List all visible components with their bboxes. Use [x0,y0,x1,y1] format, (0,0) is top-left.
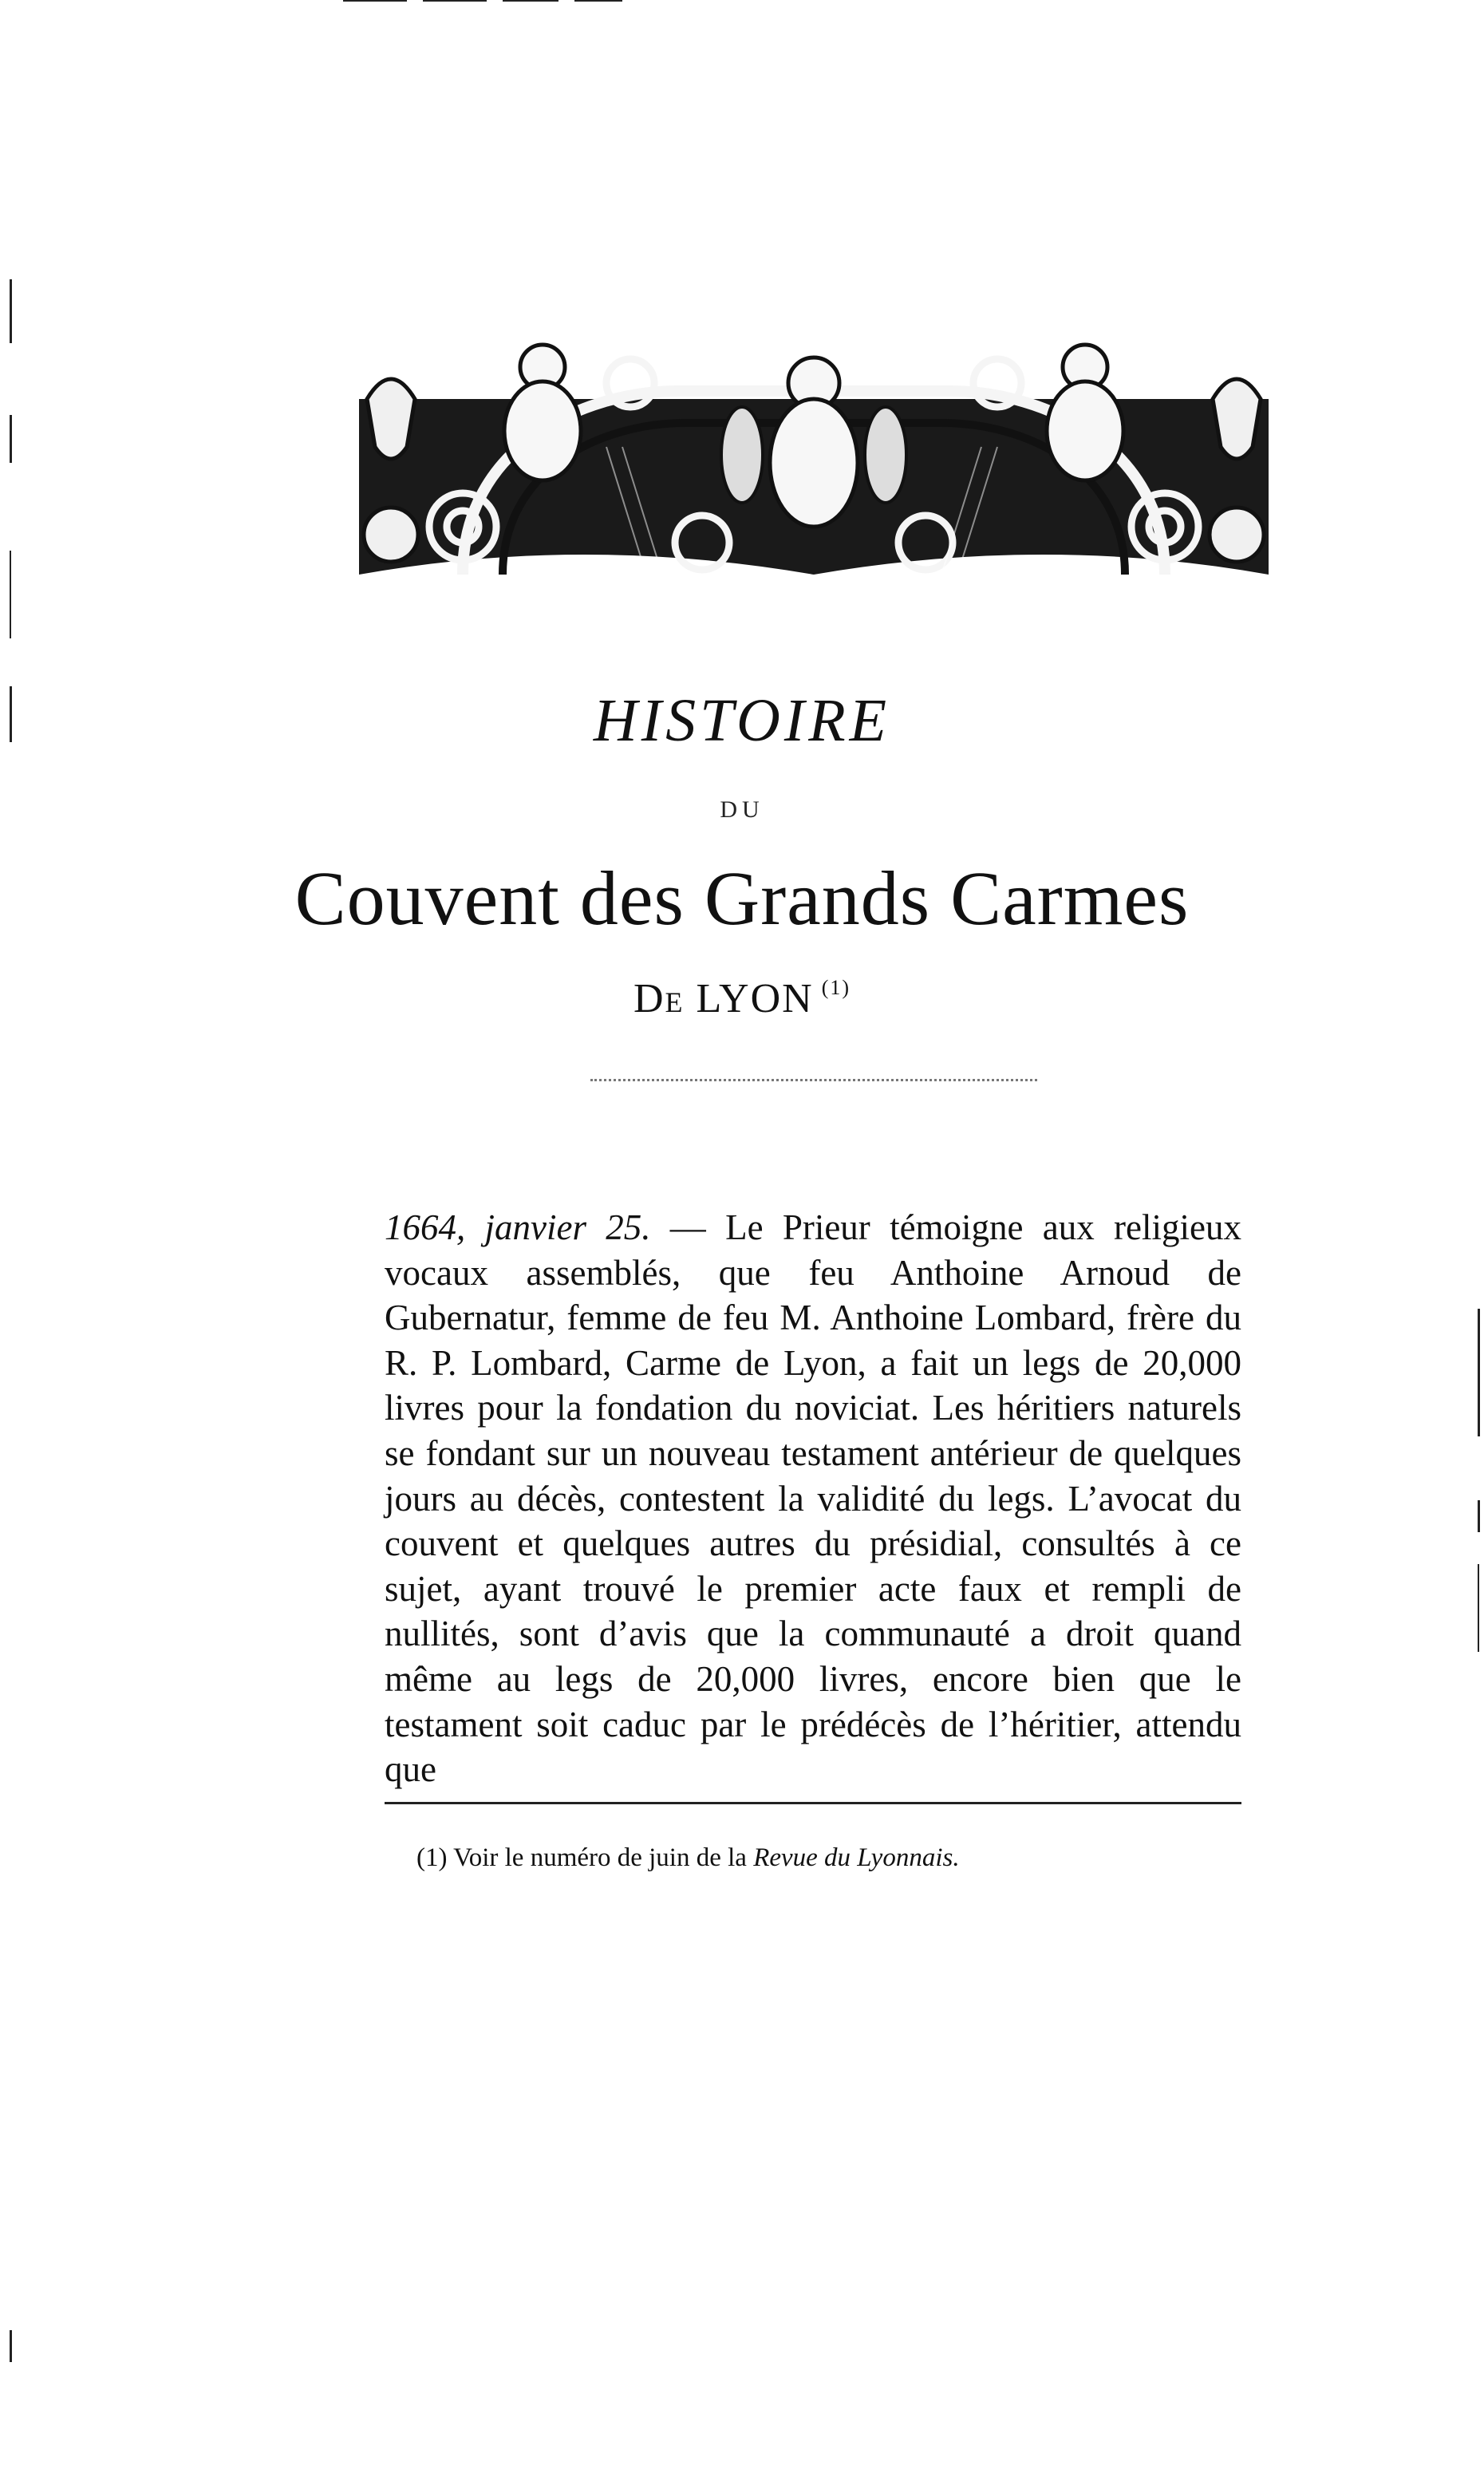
page-title: HISTOIRE [593,687,891,754]
scan-artifact [10,415,12,463]
decorative-headpiece [343,335,1285,583]
scan-artifact [10,279,12,343]
scan-artifact [343,0,407,2]
footnote-marker: (1) [416,1843,448,1872]
scan-artifact [574,0,622,2]
title-place-text: De LYON [633,976,814,1021]
entry-date: 1664, janvier 25. [385,1207,651,1247]
title-place [0,975,1484,1022]
scan-artifact [423,0,487,2]
section-divider [590,1079,1037,1081]
title-subject: Couvent des Grands Carmes [294,855,1190,941]
scan-artifact [10,2330,12,2362]
scan-artifact [1478,1500,1480,1532]
footnote-reference[interactable]: (1) [821,976,851,999]
scan-artifact [503,0,558,2]
footnote-journal: Revue du Lyonnais. [753,1843,960,1872]
title-connector: DU [720,796,764,823]
scan-artifact [10,551,11,638]
footnote-text: Voir le numéro de juin de la [453,1843,747,1872]
entry-text: — Le Prieur témoigne aux religieux vocaux assemblés, que feu Anthoine Arnoud de Gubernatur, femme de feu M. Anthoine Lombard, frère du R. P. Lombard, Carme de Lyon, a fait un legs de 20,000 livres pour la fondation du noviciat. Les héritiers naturels se fondant sur un nouveau testament antérieur de quelques jours au décès, contestent la validité du legs. L’avocat du couvent et quelques autres du présidial, consultés à ce sujet, ayant trouvé le premier acte faux et rempli de nullités, sont d’avis que la communauté a droit quand même au legs de 20,000 livres, encore bien que le testament soit caduc par le prédécès de l’héritier, attendu que [385,1207,1241,1790]
footnote [416,1843,1214,1873]
footnote-divider [385,1802,1241,1804]
scan-artifact [1478,1564,1479,1652]
scan-artifact [1478,1309,1480,1436]
body-paragraph [385,1205,1241,1792]
